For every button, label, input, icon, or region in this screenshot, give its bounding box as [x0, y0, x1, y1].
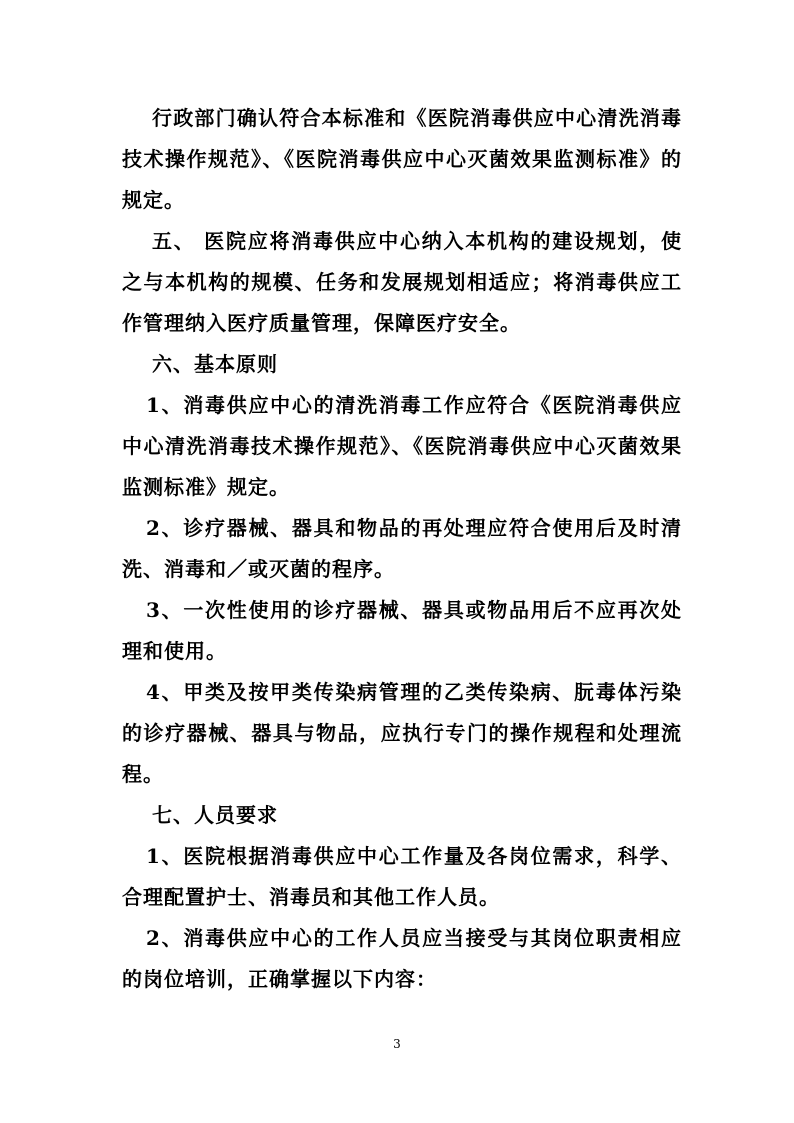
heading-basic-principles: 六、基本原则	[152, 352, 278, 376]
paragraph-principle-4: 4、甲类及按甲类传染病管理的乙类传染病、朊毒体污染的诊疗器械、器具与物品，应执行专门的操作规程和处理流程。	[122, 680, 682, 786]
heading-staff-requirements: 七、人员要求	[152, 803, 278, 827]
paragraph-principle-1: 1、消毒供应中心的清洗消毒工作应符合《医院消毒供应中心清洗消毒技术操作规范》、《医院消毒供应中心灭菌效果监测标准》规定。	[122, 393, 682, 499]
page-number: 3	[393, 1037, 401, 1051]
paragraph-section-five: 五、 医院应将消毒供应中心纳入本机构的建设规划，使之与本机构的规模、任务和发展规划相适应；将消毒供应工作管理纳入医疗质量管理，保障医疗安全。	[122, 229, 682, 335]
document-body	[122, 98, 682, 1000]
paragraph-staff-2: 2、消毒供应中心的工作人员应当接受与其岗位职责相应的岗位培训，正确掌握以下内容：	[122, 926, 682, 991]
paragraph-principle-2: 2、诊疗器械、器具和物品的再处理应符合使用后及时清洗、消毒和／或灭菌的程序。	[122, 516, 682, 581]
paragraph-staff-1: 1、医院根据消毒供应中心工作量及各岗位需求，科学、合理配置护士、消毒员和其他工作人员。	[122, 844, 682, 909]
paragraph-continuation: 行政部门确认符合本标准和《医院消毒供应中心清洗消毒技术操作规范》、《医院消毒供应中心灭菌效果监测标准》的规定。	[122, 106, 682, 212]
paragraph-principle-3: 3、一次性使用的诊疗器械、器具或物品用后不应再次处理和使用。	[122, 598, 682, 663]
